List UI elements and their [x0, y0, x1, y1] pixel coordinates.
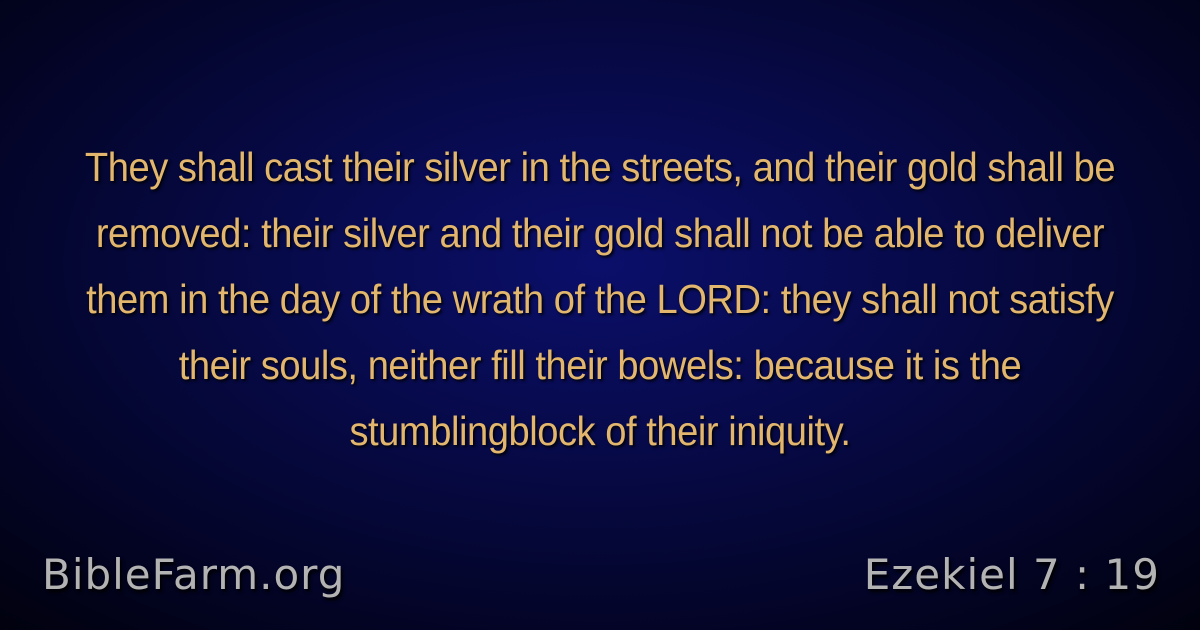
verse-reference: Ezekiel 7 : 19: [863, 550, 1160, 599]
site-name: BibleFarm.org: [42, 550, 346, 599]
verse-text: They shall cast their silver in the streets, and their gold shall be removed: their silver and their gold shall not be able to deliver them in the day of the wrath of the LORD: they shall not satisfy their souls, neither fill their bowels: because it is the stumblingblock of their iniquity.: [84, 144, 1116, 454]
verse-container: [40, 134, 1160, 464]
